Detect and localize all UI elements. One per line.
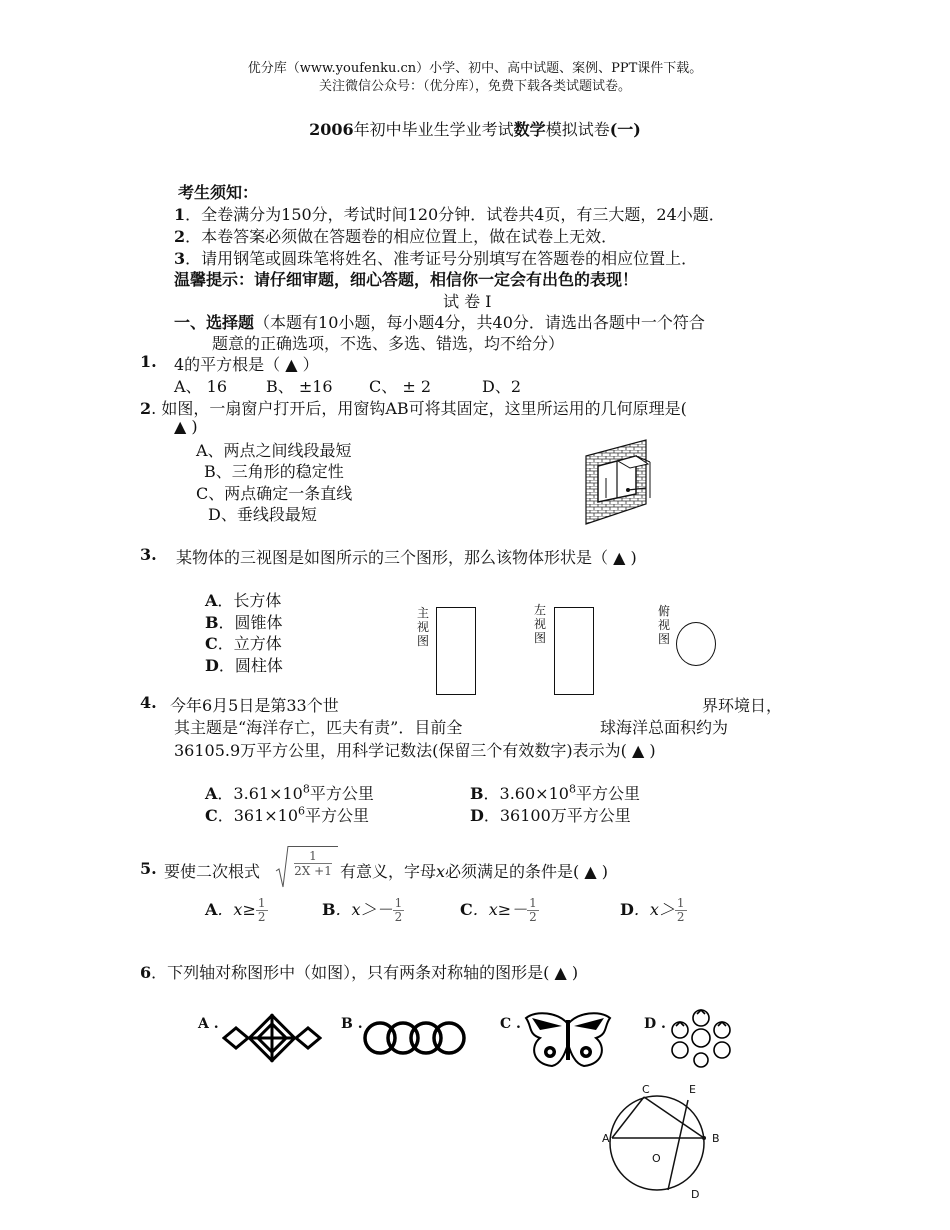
q4-line1a: 今年6月5日是第33个世: [170, 696, 339, 715]
title-paren: (一): [609, 120, 641, 139]
warm-tip: 温馨提示：请仔细审题，细心答题，相信你一定会有出色的表现！: [174, 270, 639, 289]
q1-text: 4的平方根是（ ▲ ）: [174, 355, 319, 374]
radical-frac: 1 2X +1: [294, 849, 332, 878]
notice-item-2: 2．本卷答案必须做在答题卷的相应位置上，做在试卷上无效．: [174, 227, 618, 246]
point-o-label: O: [652, 1152, 661, 1165]
notice-heading: 考生须知：: [178, 183, 259, 202]
q4-option-d: D．36100万平方公里: [470, 806, 631, 825]
title-year: 2006: [309, 120, 354, 139]
endless-knot-figure: [222, 1012, 322, 1066]
point-b-label: B: [712, 1132, 720, 1145]
butterfly-figure: [522, 1010, 614, 1070]
q5-post: 有意义，字母x必须满足的条件是( ▲ ): [340, 862, 609, 881]
section1-title: 一、选择题（本题有10小题，每小题4分，共40分．请选出各题中一个符合: [174, 313, 705, 332]
point-d-label: D: [691, 1188, 700, 1201]
header-line-2: 关注微信公众号：（优分库），免费下载各类试题试卷。: [318, 79, 631, 94]
q5-option-c: C．x≥－ $\frac{1}{2}$: [460, 896, 537, 925]
point-c-label: C: [642, 1083, 650, 1096]
q5-number: 5.: [140, 859, 157, 878]
page-title: [0, 117, 950, 140]
front-view-label: 主视图: [417, 606, 430, 648]
header-line-1: 优分库（www.youfenku.cn）小学、初中、高中试题、案例、PPT课件下载。: [247, 61, 703, 76]
q4-line2a: 其主题是“海洋存亡，匹夫有责”．目前全: [174, 718, 463, 737]
paper-label: 试 卷 Ⅰ: [443, 292, 492, 311]
title-pre: 年初中毕业生学业考试: [353, 120, 514, 139]
q3-option-d: D．圆柱体: [205, 656, 283, 675]
q3-text: 某物体的三视图是如图所示的三个图形，那么该物体形状是（ ▲ ): [176, 548, 637, 567]
q2-option-d: D、垂线段最短: [208, 505, 317, 524]
q5-option-a: A．x≥ $\frac{1}{2}$: [205, 896, 266, 925]
point-e-label: E: [689, 1083, 696, 1096]
q6-label-b: B .: [341, 1016, 363, 1032]
q4-line1b: 界环境日，: [702, 696, 783, 715]
q3-option-c: C．立方体: [205, 634, 282, 653]
q4-option-a: A．$3.61\times 10^8$平方公里: [205, 782, 374, 803]
q1-number: 1.: [140, 352, 157, 371]
q2-text: 2. 如图，一扇窗户打开后，用窗钩AB可将其固定，这里所运用的几何原理是(: [140, 399, 687, 418]
q1-option-a: A、 16: [174, 377, 228, 396]
q4-option-c: C．$361\times 10^6$平方公里: [205, 804, 370, 825]
notice-item-1: 1．全卷满分为150分，考试时间120分钟．试卷共4页，有三大题，24小题．: [174, 205, 725, 224]
olympic-rings-figure: [362, 1016, 466, 1060]
q6-label-d: D .: [644, 1016, 666, 1032]
q1-option-d: D、2: [482, 377, 522, 396]
q2-option-b: B、三角形的稳定性: [204, 462, 344, 481]
title-post: 模拟试卷: [545, 120, 610, 139]
snowflake-figure: [666, 1006, 736, 1068]
section1-desc: 题意的正确选项，不选、多选、错选，均不给分）: [212, 334, 565, 353]
q3-option-b: B．圆锥体: [205, 613, 283, 632]
notice-item-3: 3．请用钢笔或圆珠笔将姓名、准考证号分别填写在答题卷的相应位置上．: [174, 249, 698, 268]
q4-option-b: B．$3.60\times 10^8$平方公里: [470, 782, 640, 803]
q6-text: 6．下列轴对称图形中（如图），只有两条对称轴的图形是( ▲ ): [140, 963, 579, 982]
q5-pre: 要使二次根式: [164, 862, 261, 881]
q5-option-b: B．x＞－ $\frac{1}{2}$: [322, 896, 403, 925]
top-view-label: 俯视图: [658, 604, 671, 646]
q1-option-b: B、 ±16: [266, 377, 333, 396]
q1-option-c: C、 ± 2: [369, 377, 432, 396]
front-view-rect: [436, 607, 476, 695]
left-view-rect: [554, 607, 594, 695]
q6-label-c: C .: [500, 1016, 521, 1032]
q4-line2b: 球海洋总面积约为: [600, 718, 729, 737]
title-subject: 数学: [513, 120, 546, 139]
circle-geometry-figure: [596, 1080, 730, 1202]
q4-number: 4.: [140, 693, 157, 712]
window-figure: [580, 438, 652, 526]
q5-option-d: D．x＞ $\frac{1}{2}$: [620, 896, 685, 925]
point-a-label: A: [602, 1132, 610, 1145]
q4-line3: 36105.9万平方公里，用科学记数法(保留三个有效数字)表示为( ▲ ): [174, 741, 656, 760]
q2-option-c: C、两点确定一条直线: [196, 484, 353, 503]
q3-option-a: A．长方体: [205, 591, 282, 610]
q3-number: 3.: [140, 545, 157, 564]
q2-text-cont: ▲ ): [174, 417, 198, 436]
q2-option-a: A、两点之间线段最短: [196, 441, 352, 460]
left-view-label: 左视图: [534, 603, 547, 645]
radical-sign: [275, 845, 289, 889]
radical-bar: [288, 846, 338, 847]
q6-label-a: A .: [198, 1016, 219, 1032]
top-view-circle: [676, 622, 716, 666]
